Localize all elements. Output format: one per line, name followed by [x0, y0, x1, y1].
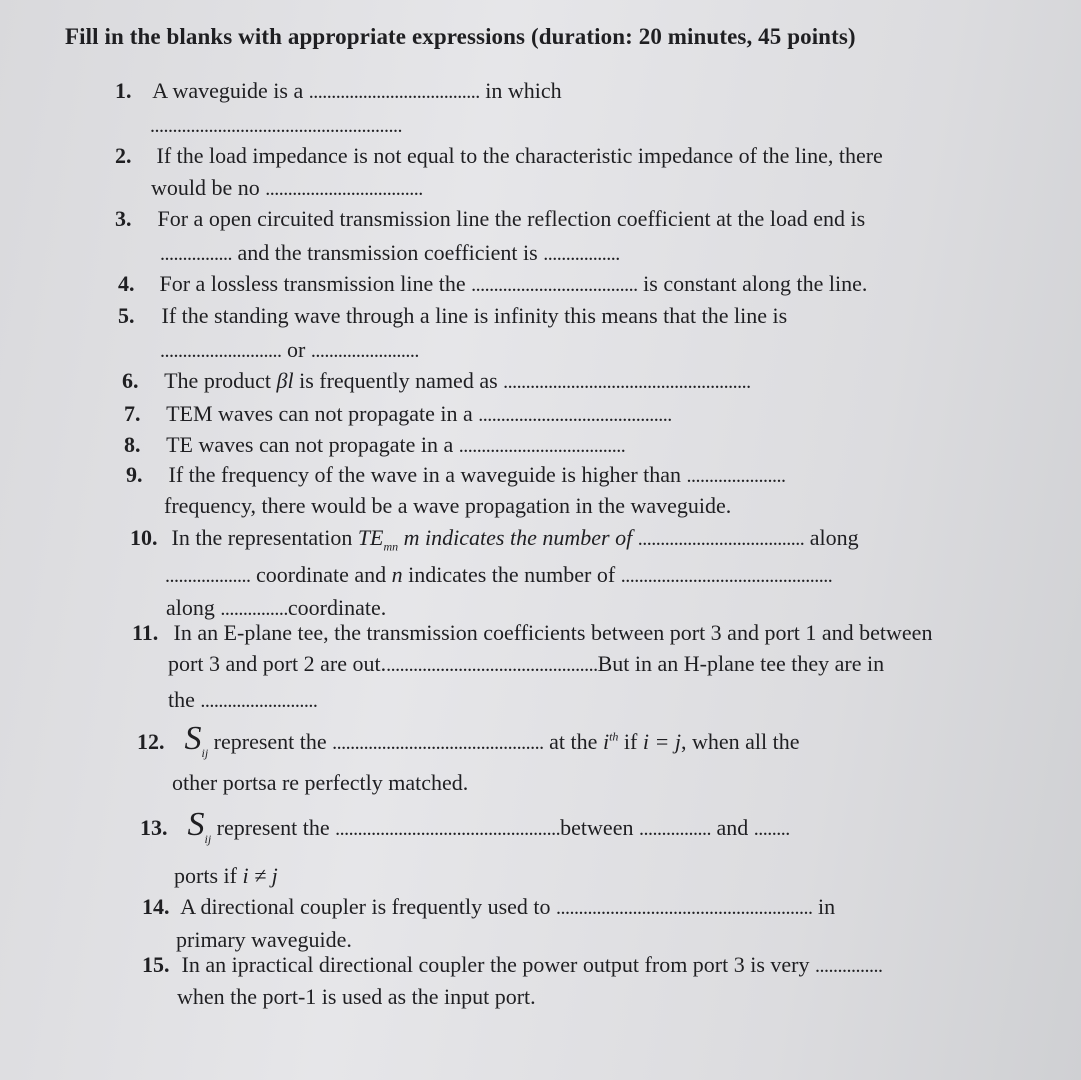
question-9: 9. If the frequency of the wave in a waveguide is higher than ...................... [126, 462, 786, 487]
n-symbol: n [391, 562, 403, 587]
blank[interactable]: .................................................. [335, 818, 561, 840]
question-10: 10. In the representation $TE_{mn}$ m indicates the number of ..................................... along [130, 525, 859, 554]
blank-line[interactable] [150, 112, 402, 138]
blank[interactable]: ................ [160, 243, 232, 265]
blank[interactable]: ................................... [265, 178, 423, 200]
question-14-cont: primary waveguide. [176, 927, 352, 952]
beta-l-symbol: βl [276, 368, 294, 393]
blank[interactable]: ........................ [310, 340, 419, 362]
blank[interactable]: ........ [753, 818, 790, 840]
question-9-cont: frequency, there would be a wave propagation in the waveguide. [164, 493, 732, 518]
question-10-cont: ................... coordinate and n indicates the number of ............................................... [165, 562, 833, 587]
question-13: 13. $S_{ij}$ represent the ..................................................between ................ and ........ [140, 806, 790, 846]
blank[interactable]: ...................................... [308, 81, 480, 103]
question-14: 14. A directional coupler is frequently used to ......................................................... in [142, 894, 836, 919]
blank[interactable]: ........................... [160, 340, 282, 362]
blank[interactable]: ................. [543, 243, 620, 265]
s-ij-symbol: $S_{ij}$ [184, 720, 209, 760]
i-th-symbol: $i^{th}$ [602, 729, 619, 754]
question-1: 1. A waveguide is a ...................................... in which [115, 78, 562, 103]
question-11: 11. In an E-plane tee, the transmission coefficients between port 3 and port 1 and between [132, 620, 933, 645]
blank[interactable]: ............................................... [386, 654, 598, 676]
blank[interactable]: ................ [638, 818, 711, 840]
question-3-cont: ................ and the transmission coefficient is ................. [160, 240, 620, 265]
question-11-cont: port 3 and port 2 are out................................................But in an H-plane tee they are in [168, 651, 885, 676]
question-11-cont2: the .......................... [168, 687, 318, 712]
question-5: 5. If the standing wave through a line is infinity this means that the line is [118, 303, 788, 328]
blank[interactable]: ............................................... [332, 732, 544, 754]
blank[interactable]: ............... [220, 598, 288, 620]
question-15: 15. In an ipractical directional coupler the power output from port 3 is very ............... [142, 952, 883, 977]
blank[interactable]: ........................................................ [150, 115, 402, 137]
question-5-cont: ........................... or ........................ [160, 337, 419, 362]
question-7: 7. TEM waves can not propagate in a ........................................... [124, 401, 672, 426]
question-13-cont: ports if i ≠ j [174, 863, 278, 888]
blank[interactable]: ..................................... [637, 528, 805, 550]
blank[interactable]: .......................... [200, 690, 318, 712]
question-10-cont2: along ...............coordinate. [166, 595, 387, 620]
question-15-cont: when the port-1 is used as the input port. [177, 984, 536, 1009]
blank[interactable]: ................... [165, 565, 251, 587]
question-12-cont: other portsa re perfectly matched. [172, 770, 469, 795]
question-6: 6. The product βl is frequently named as ....................................................... [122, 368, 751, 393]
blank[interactable]: ...................... [686, 465, 786, 487]
blank[interactable]: ..................................... [471, 274, 638, 296]
blank[interactable]: ......................................................... [556, 897, 813, 919]
question-8: 8. TE waves can not propagate in a ..................................... [124, 432, 626, 457]
blank[interactable]: ........................................... [478, 404, 672, 426]
question-text: A waveguide is a [152, 78, 304, 103]
s-ij-symbol-2: $S_{ij}$ [187, 806, 212, 846]
blank[interactable]: ............... [815, 955, 883, 977]
question-2-cont: would be no ................................... [151, 175, 423, 200]
blank[interactable]: ..................................... [458, 435, 626, 457]
blank[interactable]: ....................................................... [503, 371, 751, 393]
question-2: 2. If the load impedance is not equal to the characteristic impedance of the line, there [115, 143, 883, 168]
question-12: 12. $S_{ij}$ represent the ............................................... at the $i^{th}$ if i = j, when all the [137, 720, 800, 760]
te-mn-symbol: $TE_{mn}$ [357, 525, 399, 554]
question-4: 4. For a lossless transmission line the ..................................... is constant along the line. [118, 271, 868, 296]
page-title: Fill in the blanks with appropriate expressions (duration: 20 minutes, 45 points) [65, 24, 856, 49]
blank[interactable]: ............................................... [620, 565, 833, 587]
question-3: 3. For a open circuited transmission line the reflection coefficient at the load end is [115, 206, 866, 231]
